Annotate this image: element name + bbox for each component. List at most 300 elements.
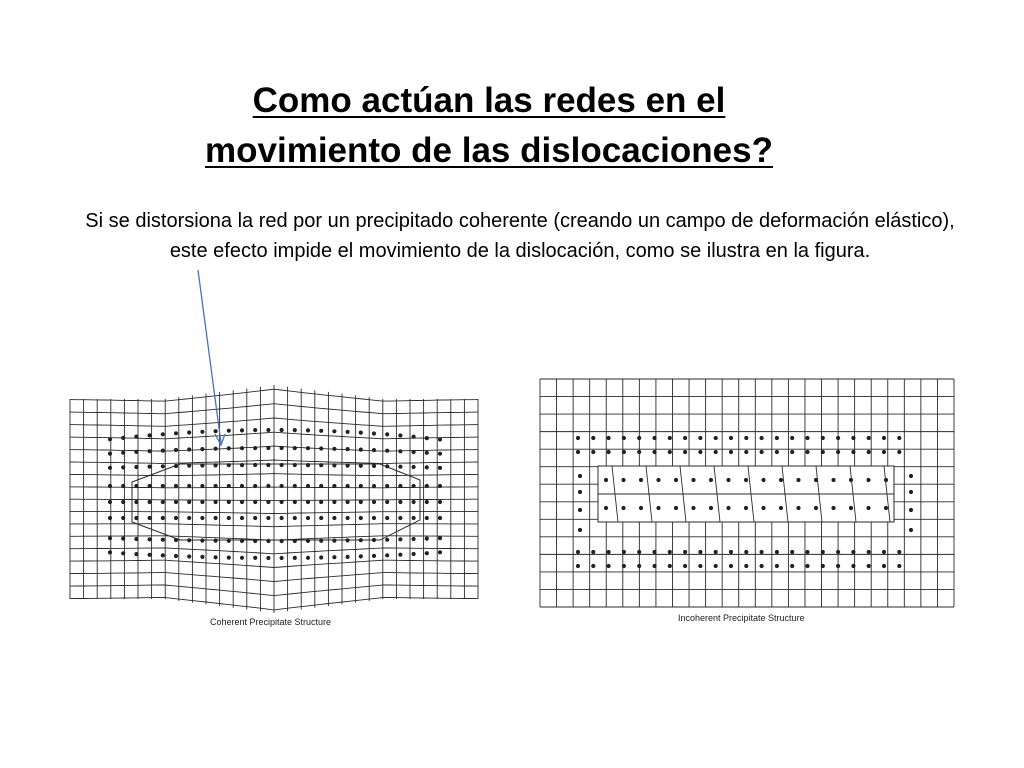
atom-dot [293,484,297,488]
atom-dot [849,478,853,482]
atom-dot [280,463,284,467]
atom-dot [214,500,218,504]
atom-dot [576,564,580,568]
atom-dot [121,484,125,488]
atom-dot [578,474,582,478]
atom-dot [148,433,152,437]
atom-dot [796,506,800,510]
atom-dot [161,464,165,468]
atom-dot [652,450,656,454]
atom-dot [744,550,748,554]
atom-dot [607,436,611,440]
atom-dot [346,464,350,468]
atom-dot [683,450,687,454]
atom-dot [121,451,125,455]
coherent-caption: Coherent Precipitate Structure [210,617,332,627]
atom-dot [836,564,840,568]
atom-dot [385,432,389,436]
atom-dot [709,478,713,482]
atom-dot [227,446,231,450]
atom-dot [306,446,310,450]
atom-dot [909,508,913,512]
atom-dot [622,564,626,568]
atom-dot [578,490,582,494]
atom-dot [760,550,764,554]
atom-dot [240,428,244,432]
atom-dot [909,528,913,532]
atom-dot [200,484,204,488]
atom-dot [607,564,611,568]
atom-dot [412,516,416,520]
atom-dot [761,478,765,482]
atom-dot [108,536,112,540]
atom-dot [385,464,389,468]
atom-dot [200,463,204,467]
atom-dot [134,435,138,439]
atom-dot [372,500,376,504]
atom-dot [346,538,350,542]
atom-dot [729,550,733,554]
atom-dot [591,564,595,568]
atom-dot [266,428,270,432]
atom-dot [280,428,284,432]
atom-dot [148,465,152,469]
atom-dot [729,436,733,440]
atom-dot [108,452,112,456]
atom-dot [760,450,764,454]
atom-dot [227,484,231,488]
atom-dot [174,500,178,504]
atom-dot [359,484,363,488]
atom-dot [412,500,416,504]
atom-dot [134,552,138,556]
atom-dot [174,554,178,558]
atom-dot [346,500,350,504]
atom-dot [148,500,152,504]
atom-dot [867,564,871,568]
atom-dot [652,436,656,440]
atom-dot [385,449,389,453]
atom-dot [214,539,218,543]
atom-dot [744,450,748,454]
atom-dot [253,428,257,432]
atom-dot [412,484,416,488]
atom-dot [412,450,416,454]
atom-dot [121,516,125,520]
atom-dot [280,556,284,560]
atom-dot [134,465,138,469]
atom-dot [425,551,429,555]
atom-dot [744,436,748,440]
atom-dot [227,463,231,467]
atom-dot [744,564,748,568]
atom-dot [760,564,764,568]
atom-dot [121,551,125,555]
atom-dot [266,484,270,488]
atom-dot [200,538,204,542]
atom-dot [425,537,429,541]
atom-dot [306,463,310,467]
atom-dot [319,516,323,520]
atom-dot [346,484,350,488]
atom-dot [821,450,825,454]
atom-dot [438,500,442,504]
atom-dot [187,464,191,468]
atom-dot [214,484,218,488]
atom-dot [240,463,244,467]
atom-dot [253,500,257,504]
atom-dot [729,450,733,454]
atom-dot [187,484,191,488]
atom-dot [266,516,270,520]
atom-dot [438,516,442,520]
incoherent-lattice-diagram [540,379,954,607]
atom-dot [200,447,204,451]
atom-dot [897,436,901,440]
atom-dot [867,550,871,554]
atom-dot [187,500,191,504]
atom-dot [359,538,363,542]
atom-dot [227,500,231,504]
atom-dot [744,478,748,482]
atom-dot [108,516,112,520]
atom-dot [293,516,297,520]
atom-dot [867,436,871,440]
atom-dot [438,536,442,540]
atom-dot [398,465,402,469]
atom-dot [359,516,363,520]
atom-dot [227,516,231,520]
atom-dot [227,429,231,433]
atom-dot [227,556,231,560]
atom-dot [578,528,582,532]
atom-dot [280,500,284,504]
incoherent-caption: Incoherent Precipitate Structure [678,613,805,623]
atom-dot [346,430,350,434]
atom-dot [866,506,870,510]
atom-dot [293,463,297,467]
atom-dot [108,437,112,441]
atom-dot [438,550,442,554]
atom-dot [293,446,297,450]
atom-dot [674,478,678,482]
atom-dot [714,450,718,454]
atom-dot [332,463,336,467]
atom-dot [814,506,818,510]
atom-dot [849,506,853,510]
atom-dot [174,431,178,435]
atom-dot [779,506,783,510]
atom-dot [866,478,870,482]
atom-dot [698,450,702,454]
atom-dot [851,450,855,454]
atom-dot [698,436,702,440]
atom-dot [280,446,284,450]
atom-dot [691,506,695,510]
atom-dot [306,539,310,543]
atom-dot [425,516,429,520]
atom-dot [148,449,152,453]
atom-dot [187,447,191,451]
atom-dot [639,478,643,482]
atom-dot [578,508,582,512]
atom-dot [372,554,376,558]
atom-dot [306,516,310,520]
atom-dot [306,428,310,432]
atom-dot [161,484,165,488]
atom-dot [698,564,702,568]
atom-dot [161,432,165,436]
atom-dot [174,538,178,542]
atom-dot [214,429,218,433]
atom-dot [398,449,402,453]
atom-dot [438,484,442,488]
atom-dot [266,463,270,467]
atom-dot [134,450,138,454]
atom-dot [621,506,625,510]
atom-dot [637,550,641,554]
atom-dot [121,436,125,440]
atom-dot [398,537,402,541]
atom-dot [253,539,257,543]
atom-dot [622,450,626,454]
atom-dot [108,550,112,554]
atom-dot [884,478,888,482]
atom-dot [591,450,595,454]
atom-dot [714,564,718,568]
atom-dot [240,556,244,560]
atom-dot [897,450,901,454]
atom-dot [134,516,138,520]
atom-dot [134,484,138,488]
atom-dot [836,436,840,440]
atom-dot [836,450,840,454]
atom-dot [412,552,416,556]
atom-dot [790,564,794,568]
atom-dot [359,500,363,504]
atom-dot [683,564,687,568]
title-line-2: movimiento de las dislocaciones? [205,131,773,170]
atom-dot [293,500,297,504]
atom-dot [668,436,672,440]
atom-dot [385,553,389,557]
atom-dot [332,539,336,543]
atom-dot [200,430,204,434]
atom-dot [214,447,218,451]
atom-dot [607,450,611,454]
atom-dot [882,550,886,554]
atom-dot [332,500,336,504]
atom-dot [332,484,336,488]
atom-dot [385,484,389,488]
atom-dot [266,446,270,450]
atom-dot [805,564,809,568]
atom-dot [398,433,402,437]
atom-dot [775,564,779,568]
atom-dot [726,506,730,510]
atom-dot [621,478,625,482]
atom-dot [821,550,825,554]
atom-dot [200,555,204,559]
atom-dot [438,452,442,456]
atom-dot [779,478,783,482]
atom-dot [652,564,656,568]
atom-dot [372,431,376,435]
atom-dot [591,436,595,440]
atom-dot [174,484,178,488]
atom-dot [306,556,310,560]
atom-dot [882,450,886,454]
atom-dot [266,556,270,560]
atom-dot [161,449,165,453]
atom-dot [121,537,125,541]
atom-dot [412,465,416,469]
atom-dot [161,553,165,557]
atom-dot [698,550,702,554]
atom-dot [744,506,748,510]
atom-dot [121,500,125,504]
atom-dot [726,478,730,482]
atom-dot [319,539,323,543]
atom-dot [425,500,429,504]
atom-dot [108,466,112,470]
atom-dot [851,564,855,568]
atom-dot [760,436,764,440]
atom-dot [253,446,257,450]
atom-dot [668,564,672,568]
atom-dot [622,550,626,554]
atom-dot [714,550,718,554]
atom-dot [293,428,297,432]
title-line-1: Como actúan las redes en el [252,81,726,120]
atom-dot [622,436,626,440]
atom-dot [332,429,336,433]
atom-dot [240,539,244,543]
atom-dot [398,500,402,504]
atom-dot [346,447,350,451]
atom-dot [372,516,376,520]
atom-dot [332,516,336,520]
atom-dot [187,516,191,520]
atom-dot [851,436,855,440]
atom-dot [821,436,825,440]
atom-dot [576,436,580,440]
atom-dot [831,506,835,510]
atom-dot [709,506,713,510]
atom-dot [240,516,244,520]
atom-dot [385,500,389,504]
atom-dot [637,436,641,440]
atom-dot [831,478,835,482]
atom-dot [425,465,429,469]
atom-dot [576,450,580,454]
atom-dot [691,478,695,482]
atom-dot [372,538,376,542]
atom-dot [148,537,152,541]
atom-dot [656,478,660,482]
atom-dot [882,436,886,440]
atom-dot [438,437,442,441]
atom-dot [604,506,608,510]
atom-dot [909,474,913,478]
atom-dot [607,550,611,554]
atom-dot [174,464,178,468]
atom-dot [790,450,794,454]
atom-dot [108,484,112,488]
atom-dot [385,538,389,542]
atom-dot [332,447,336,451]
atom-dot [266,500,270,504]
atom-dot [134,500,138,504]
annotation-arrow [198,270,221,443]
atom-dot [372,464,376,468]
atom-dot [214,516,218,520]
atom-dot [425,484,429,488]
atom-dot [306,484,310,488]
atom-dot [814,478,818,482]
atom-dot [398,553,402,557]
atom-dot [790,550,794,554]
atom-dot [187,538,191,542]
atom-dot [187,554,191,558]
atom-dot [372,448,376,452]
atom-dot [897,564,901,568]
atom-dot [148,553,152,557]
atom-dot [121,465,125,469]
atom-dot [161,538,165,542]
atom-dot [359,448,363,452]
atom-dot [425,436,429,440]
atom-dot [319,446,323,450]
atom-dot [398,484,402,488]
atom-dot [805,450,809,454]
atom-dot [359,431,363,435]
slide-body-text: Si se distorsiona la red por un precipitado coherente (creando un campo de deformación elástico), este efecto impide el movimiento de la dislocación, como se ilustra en la figura. [85,210,955,262]
atom-dot [668,450,672,454]
atom-dot [412,435,416,439]
atom-dot [148,516,152,520]
atom-dot [200,516,204,520]
atom-dot [438,466,442,470]
atom-dot [674,506,678,510]
atom-dot [134,537,138,541]
atom-dot [174,516,178,520]
atom-dot [775,450,779,454]
atom-dot [576,550,580,554]
atom-dot [253,556,257,560]
atom-dot [775,550,779,554]
atom-dot [200,500,204,504]
atom-dot [884,506,888,510]
atom-dot [805,550,809,554]
atom-dot [161,516,165,520]
atom-dot [652,550,656,554]
atom-dot [836,550,840,554]
atom-dot [761,506,765,510]
atom-dot [909,490,913,494]
atom-dot [821,564,825,568]
atom-dot [805,436,809,440]
atom-dot [775,436,779,440]
atom-dot [637,564,641,568]
atom-dot [359,464,363,468]
atom-dot [425,451,429,455]
atom-dot [280,484,284,488]
atom-dot [227,539,231,543]
atom-dot [790,436,794,440]
atom-dot [240,446,244,450]
atom-dot [280,516,284,520]
